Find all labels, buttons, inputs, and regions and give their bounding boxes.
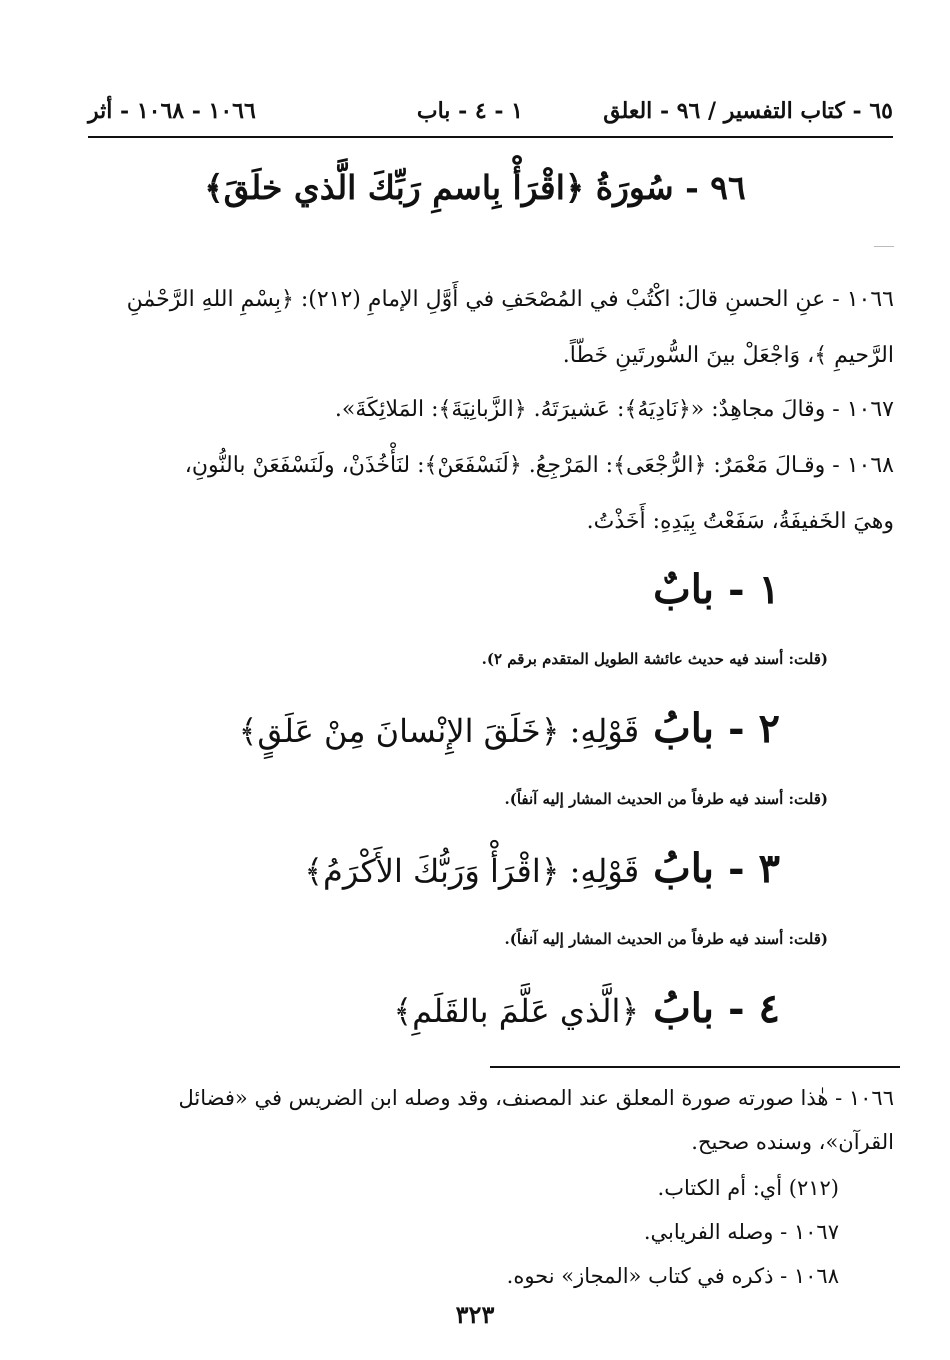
surah-title: ٩٦ - سُورَةُ ﴿اقْرَأْ بِاسمِ رَبِّكَ الَّذي خلَقَ﴾ — [204, 168, 746, 207]
bab-3-quote: قَوْلِهِ: ﴿اقْرَأْ وَرَبُّكَ الأَكْرَمُ﴾ — [304, 852, 640, 890]
bab-2-quote: قَوْلِهِ: ﴿خَلَقَ الإِنْسانَ مِنْ عَلَقٍ﴾ — [238, 712, 640, 750]
bab-2-note: (قلت: أسند فيه طرفاً من الحديث المشار إليه آنفاً). — [504, 790, 828, 808]
margin-mark — [874, 246, 894, 247]
footnote-212: (٢١٢) أي: أم الكتاب. — [657, 1176, 839, 1200]
page-number: ٣٢٣ — [455, 1300, 495, 1329]
athar-1068 — [86, 438, 894, 550]
bab-2-heading — [239, 705, 780, 752]
footnote-1066-line-2: القرآن»، وسنده صحيح. — [691, 1130, 894, 1154]
running-head — [88, 96, 893, 138]
bab-4-number: ٤ - بابُ — [653, 985, 780, 1032]
bab-4-quote: ﴿الَّذي عَلَّمَ بالقَلَمِ﴾ — [393, 992, 640, 1030]
bab-3-note: (قلت: أسند فيه طرفاً من الحديث المشار إليه آنفاً). — [504, 930, 828, 948]
bab-1-note: (قلت: أسند فيه حديث عائشة الطويل المتقدم برقم ٢). — [481, 650, 828, 668]
footnote-1066-line-1: ١٠٦٦ - هٰذا صورته صورة المعلق عند المصنف، وقد وصله ابن الضريس في «فضائل — [178, 1086, 894, 1110]
running-head-athar-range: ١٠٦٦ - ١٠٦٨ - أثر — [88, 98, 256, 124]
footnote-rule — [490, 1066, 900, 1068]
athar-1067-line-1: ١٠٦٧ - وقالَ مجاهِدٌ: «﴿نَادِيَهُ﴾: عَشيرَتَهُ. ﴿الزَّبانِيَةَ﴾: المَلائِكَةَ». — [334, 397, 894, 422]
athar-1067 — [86, 382, 894, 438]
bab-3-number: ٣ - بابُ — [653, 845, 780, 892]
running-head-book: ٦٥ - كتاب التفسير / ٩٦ - العلق — [603, 98, 893, 124]
athar-1068-line-2: وهيَ الخَفيفَةُ، سَفَعْتُ بِيَدِهِ: أَخَذْتُ. — [586, 509, 894, 534]
bab-3-heading — [304, 845, 780, 892]
bab-4-heading — [393, 985, 780, 1032]
bab-1-heading — [653, 566, 780, 613]
footnote-1068: ١٠٦٨ - ذكره في كتاب «المجاز» نحوه. — [506, 1264, 839, 1288]
running-head-bab-range: ١ - ٤ - باب — [416, 98, 523, 124]
athar-1066 — [86, 272, 894, 384]
athar-1066-line-2: الرَّحيمِ ﴾، وَاجْعَلْ بينَ السُّورتَينِ خَطّاً. — [562, 343, 894, 368]
bab-1-number: ١ - بابٌ — [653, 566, 780, 613]
athar-1066-line-1: ١٠٦٦ - عنِ الحسنِ قالَ: اكْتُبْ في المُصْحَفِ في أَوَّلِ الإمامِ (٢١٢): ﴿بِسْمِ اللهِ الرَّحْمٰنِ — [126, 287, 894, 312]
athar-1068-line-1: ١٠٦٨ - وقـالَ مَعْمَرٌ: ﴿الرُّجْعَى﴾: المَرْجِعُ. ﴿لَنَسْفَعَنْ﴾: لنَأْخُذَنْ، ولَنَسْفَعَنْ بالنُّونِ، — [184, 453, 894, 478]
footnote-1067: ١٠٦٧ - وصله الفريابي. — [643, 1220, 839, 1244]
bab-2-number: ٢ - بابُ — [653, 705, 780, 752]
